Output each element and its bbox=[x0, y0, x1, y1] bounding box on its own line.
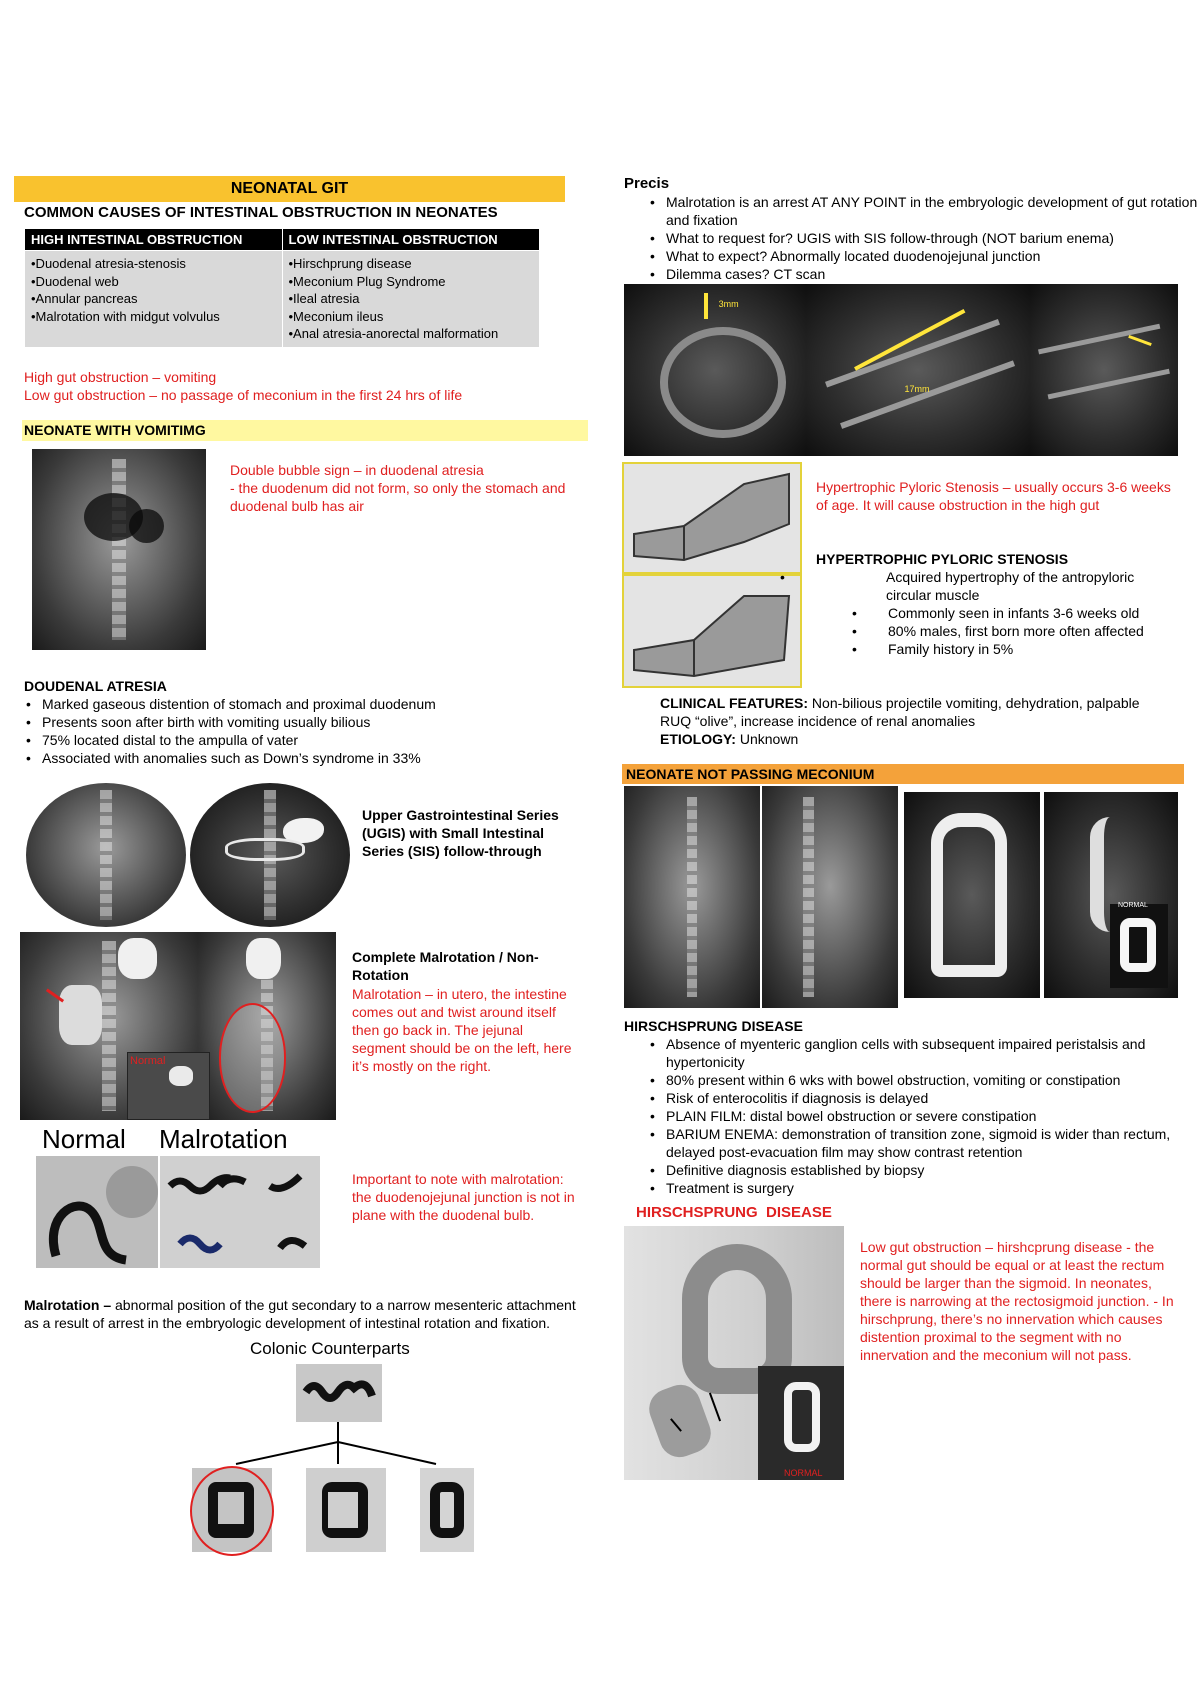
list-item: • Treatment is surgery bbox=[666, 1179, 1194, 1197]
malrotation-heading: Complete Malrotation / Non-Rotation bbox=[352, 949, 539, 983]
contrast-enema-1 bbox=[904, 792, 1040, 998]
hps-note: Hypertrophic Pyloric Stenosis – usually occurs 3-6 weeks of age. It will cause obstruction in the high gut bbox=[816, 479, 1171, 513]
double-bubble-detail: - the duodenum did not form, so only the stomach and duodenal bulb has air bbox=[230, 480, 566, 514]
list-item: • Definitive diagnosis established by biopsy bbox=[666, 1161, 1194, 1179]
contrast-bowel bbox=[225, 838, 305, 861]
stomach-pylorus-drawing bbox=[624, 576, 800, 686]
double-bubble-xray bbox=[32, 449, 206, 650]
double-bubble-text bbox=[230, 461, 585, 515]
transition-marker bbox=[709, 1393, 721, 1422]
list-item: • 80% males, first born more often affected bbox=[888, 622, 1200, 640]
hps-list-2 bbox=[820, 604, 1200, 658]
colonic-gut-diagram bbox=[296, 1364, 382, 1422]
normal-label: Normal bbox=[42, 1124, 126, 1154]
high-obstruction-header: HIGH INTESTINAL OBSTRUCTION bbox=[25, 229, 283, 251]
ugis-caption: Upper Gastrointestinal Series (UGIS) with Small Intestinal Series (SIS) follow-through bbox=[362, 807, 559, 859]
list-item: •Annular pancreas bbox=[31, 291, 138, 306]
list-item: • Absence of myenteric ganglion cells with subsequent impaired peristalsis and hypertonicity bbox=[666, 1035, 1194, 1071]
list-item: • Presents soon after birth with vomiting usually bilious bbox=[42, 713, 582, 731]
malrotation-definition bbox=[24, 1296, 584, 1332]
colonic-counterparts-title: Colonic Counterparts bbox=[250, 1339, 410, 1358]
list-item: • Dilemma cases? CT scan bbox=[666, 265, 1200, 283]
ugis-xray-1 bbox=[26, 783, 186, 927]
malrotation-text: Malrotation – in utero, the intestine comes out and twist around itself then go back in. The jejunal segment should be on the left, here it’s mostly on the right. bbox=[352, 986, 572, 1074]
stomach-pylorus-drawing bbox=[624, 464, 800, 572]
hirschsprung-image-title: HIRSCHSPRUNG DISEASE bbox=[636, 1204, 832, 1221]
list-item: •Hirschprung disease bbox=[288, 256, 412, 271]
duodenal-atresia-list bbox=[24, 695, 582, 767]
colon-shape bbox=[208, 1482, 254, 1538]
double-bubble-title: Double bubble sign – in duodenal atresia bbox=[230, 462, 484, 478]
pyloric-ultrasound-1 bbox=[624, 284, 806, 456]
colonic-diagram-3 bbox=[420, 1468, 474, 1552]
list-item: • Marked gaseous distention of stomach and proximal duodenum bbox=[42, 695, 582, 713]
contrast-stomach bbox=[169, 1066, 193, 1086]
contrast-enema-2 bbox=[1044, 792, 1178, 998]
list-item: • BARIUM ENEMA: demonstration of transition zone, sigmoid is wider than rectum, delayed post-evacuation film may show contrast retention bbox=[666, 1125, 1194, 1161]
list-item: •Duodenal atresia-stenosis bbox=[31, 256, 186, 271]
hirschsprung-heading: HIRSCHSPRUNG DISEASE bbox=[624, 1018, 803, 1034]
etiology-text: Unknown bbox=[735, 731, 799, 747]
pyloric-ultrasound-3 bbox=[1030, 284, 1178, 456]
title-banner bbox=[14, 176, 565, 202]
colonic-diagram-1 bbox=[192, 1468, 272, 1552]
malrotation-gut-diagram bbox=[160, 1156, 320, 1268]
contrast-colon bbox=[931, 813, 1007, 978]
xray-spine bbox=[687, 797, 698, 997]
pyloric-drawing-2 bbox=[622, 574, 802, 688]
note-low-obstruction: Low gut obstruction – no passage of meconium in the first 24 hrs of life bbox=[24, 387, 463, 403]
list-item: • What to request for? UGIS with SIS follow-through (NOT barium enema) bbox=[666, 229, 1200, 247]
list-item: • 75% located distal to the ampulla of vater bbox=[42, 731, 582, 749]
list-item: •Duodenal web bbox=[31, 273, 119, 289]
meconium-xray-2 bbox=[762, 786, 898, 1008]
list-item: •Anal atresia-anorectal malformation bbox=[288, 326, 499, 341]
vomiting-banner-label: NEONATE WITH VOMITIMG bbox=[24, 422, 206, 438]
meconium-xray-1 bbox=[624, 786, 760, 1008]
pylorus-channel bbox=[1038, 323, 1170, 399]
list-item: • What to expect? Abnormally located duodenojejunal junction bbox=[666, 247, 1200, 265]
note-high-obstruction: High gut obstruction – vomiting bbox=[24, 369, 217, 385]
xray-spine bbox=[112, 459, 126, 640]
hirschsprung-enema-image bbox=[624, 1226, 844, 1480]
contrast-colon bbox=[784, 1382, 820, 1452]
etiology-label: ETIOLOGY: bbox=[660, 731, 736, 747]
meconium-banner-label: NEONATE NOT PASSING MECONIUM bbox=[626, 766, 875, 782]
ugis-xray-2 bbox=[190, 783, 350, 927]
list-item: • Risk of enterocolitis if diagnosis is delayed bbox=[666, 1089, 1194, 1107]
measurement-label: 17mm bbox=[904, 383, 930, 394]
xray-spine bbox=[803, 797, 814, 997]
xray-duodenal-bubble bbox=[129, 509, 164, 543]
list-item: •Malrotation with midgut volvulus bbox=[31, 308, 220, 324]
malrotation-definition-text: abnormal position of the gut secondary to a narrow mesenteric attachment as a result of arrest in the embryologic development of intestinal rotation and fixation. bbox=[24, 1297, 576, 1331]
hps-list bbox=[816, 568, 1178, 604]
normal-inset-label: Normal bbox=[130, 1055, 166, 1067]
normal-inset-label: NORMAL bbox=[1118, 902, 1148, 909]
malrotation-definition-term: Malrotation – bbox=[24, 1297, 112, 1313]
xray-spine bbox=[102, 941, 116, 1110]
meconium-banner bbox=[622, 764, 1184, 784]
contrast-stomach bbox=[246, 938, 281, 979]
low-obstruction-cell bbox=[282, 251, 540, 348]
pylorus-ring bbox=[660, 327, 785, 438]
colon-shape bbox=[430, 1482, 464, 1538]
list-item: • 80% present within 6 wks with bowel obstruction, vomiting or constipation bbox=[666, 1071, 1194, 1089]
low-obstruction-header: LOW INTESTINAL OBSTRUCTION bbox=[282, 229, 540, 251]
contrast-stomach bbox=[118, 938, 157, 979]
normal-inset bbox=[758, 1366, 844, 1480]
clinical-features bbox=[660, 694, 1160, 730]
obstruction-heading: COMMON CAUSES OF INTESTINAL OBSTRUCTION IN NEONATES bbox=[24, 204, 498, 221]
malrotation-xray-2 bbox=[198, 932, 336, 1120]
normal-inset-xray bbox=[127, 1052, 210, 1120]
measurement-label: 3mm bbox=[718, 299, 739, 310]
malrotation-diagrams bbox=[160, 1156, 320, 1268]
colon-shape bbox=[322, 1482, 368, 1538]
normal-inset-label: NORMAL bbox=[784, 1468, 823, 1478]
duodenal-atresia-heading: DOUDENAL ATRESIA bbox=[24, 678, 167, 694]
normal-gut-diagram bbox=[36, 1156, 158, 1268]
etiology bbox=[660, 730, 798, 748]
page-title: NEONATAL GIT bbox=[230, 180, 349, 197]
list-item: •Meconium ileus bbox=[288, 308, 384, 324]
xray-spine bbox=[100, 790, 113, 920]
list-item: • Commonly seen in infants 3-6 weeks old bbox=[888, 604, 1200, 622]
list-item: • PLAIN FILM: distal bowel obstruction or severe constipation bbox=[666, 1107, 1194, 1125]
colonic-diagram-2 bbox=[306, 1468, 386, 1552]
list-item: • Malrotation is an arrest AT ANY POINT in the embryologic development of gut rotation and fixation bbox=[666, 193, 1200, 229]
list-item: • Family history in 5% bbox=[888, 640, 1200, 658]
precis-list bbox=[648, 193, 1200, 283]
red-circle bbox=[219, 1003, 286, 1112]
list-item: •Meconium Plug Syndrome bbox=[288, 273, 446, 289]
colonic-normal-diagram bbox=[296, 1364, 382, 1422]
contrast-loops bbox=[59, 985, 102, 1045]
precis-heading: Precis bbox=[624, 175, 670, 192]
clinical-features-label: CLINICAL FEATURES: bbox=[660, 695, 809, 711]
malrotation-label: Malrotation bbox=[159, 1124, 288, 1154]
normal-diagram bbox=[36, 1156, 158, 1268]
list-item-text: Acquired hypertrophy of the antropyloric circular muscle bbox=[886, 569, 1135, 603]
measurement-line bbox=[704, 293, 708, 319]
clinical-features-text: Non-bilious projectile vomiting, dehydration, palpable RUQ “olive”, increase incidence of renal anomalies bbox=[660, 695, 1140, 729]
pyloric-drawing-1 bbox=[622, 462, 802, 574]
hirschsprung-note: Low gut obstruction – hirshcprung disease - the normal gut should be equal or at least the rectum should be larger than the sigmoid. In neonates, there is narrowing at the rectosigmoid junction. - In hirschprung, there’s no innervation which causes distention proximal to the segment with no innervation and the meconium will not pass. bbox=[860, 1239, 1174, 1363]
obstruction-table bbox=[24, 228, 540, 348]
pyloric-ultrasound-2 bbox=[806, 284, 1030, 456]
hps-heading: HYPERTROPHIC PYLORIC STENOSIS bbox=[816, 551, 1069, 567]
high-obstruction-cell bbox=[25, 251, 283, 348]
malrotation-note: Important to note with malrotation: the duodenojejunal junction is not in plane with the duodenal bulb. bbox=[352, 1171, 575, 1223]
list-item: •Ileal atresia bbox=[288, 291, 360, 306]
contrast-colon bbox=[1120, 918, 1156, 972]
normal-inset bbox=[1110, 904, 1168, 988]
vomiting-banner bbox=[22, 420, 588, 441]
hirschsprung-list bbox=[648, 1035, 1194, 1197]
list-item bbox=[816, 568, 1178, 604]
list-item: • Associated with anomalies such as Down’s syndrome in 33% bbox=[42, 749, 582, 767]
